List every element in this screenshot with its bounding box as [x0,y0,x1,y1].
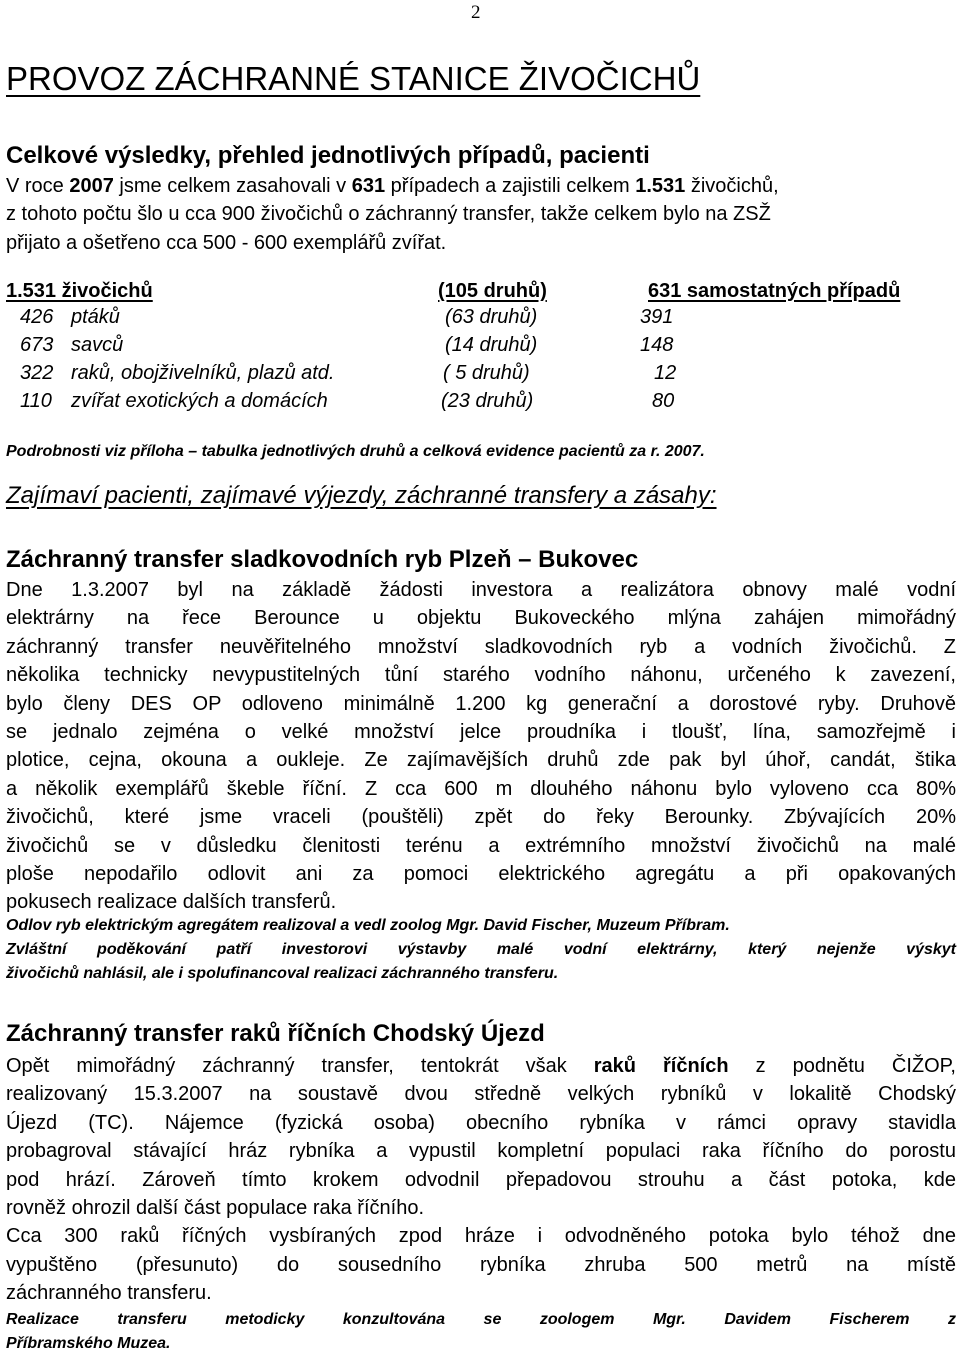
category-count: 322 [20,362,54,384]
section1-heading: Záchranný transfer sladkovodních ryb Plzeň – Bukovec [6,546,639,573]
section1-line: několika technicky nevypustitelných tůní starého vodního náhonu, určeného k zavezení, [6,664,956,687]
section1-note-2-line: Zvláštní poděkování patří investorovi výstavby malé vodní elektrárny, který nejenže výskyt [6,941,956,958]
category-count: 673 [20,334,54,356]
category-cases: 391 [640,306,674,328]
section1-line: ploše nepodařilo odlovit ani za pomoci elektrického agregátu a při opakovaných [6,863,956,886]
section1-line: plotice, cejna, okouna a oukleje. Ze zajímavějších druhů zde pak byl úhoř, candát, štika [6,749,956,772]
category-cases: 12 [654,362,677,384]
category-cases: 80 [652,390,675,412]
section1-note-2 [6,938,956,986]
category-count: 426 [20,306,54,328]
interesting-heading: Zajímaví pacienti, zajímavé výjezdy, záchranné transfery a zásahy: [6,482,717,509]
intro-line-2: z tohoto počtu šlo u cca 900 živočichů o záchranný transfer, takže celkem bylo na ZSŽ [6,203,771,226]
category-species: (14 druhů) [445,334,538,356]
section2-line: Cca 300 raků říčných vysbíraných zpod hráze i odvodněného potoka bylo téhož dne [6,1225,956,1248]
section1-line: pokusech realizace dalších transferů. [6,891,337,914]
results-heading: Celkové výsledky, přehled jednotlivých případů, pacienti [6,142,650,169]
section2-paragraph [6,1052,956,1308]
section1-line: a několik exemplářů škeble říční. Z cca 600 m dlouhého náhonu bylo vyloveno cca 80% [6,777,956,800]
section2-note-line: Realizace transferu metodicky konzultována se zoologem Mgr. Davidem Fischerem z [6,1311,956,1328]
section2-line: pod hrází. Zároveň tímto krokem odvodnil přepadovou strouhu a část potoka, kde [6,1168,956,1191]
category-cases: 148 [640,334,674,356]
category-name: savců [71,334,124,356]
category-name: ptáků [71,306,120,328]
section2-line: realizovaný 15.3.2007 na soustavě dvou středně velkých rybníků v lokalitě Chodský [6,1083,956,1106]
summary-cases: 631 samostatných případů [648,280,901,302]
section1-line: živočichů, které jsme vraceli (pouštěli) zpět do řeky Berounky. Zbývajících 20% [6,806,956,829]
intro-line-3: přijato a ošetřeno cca 500 - 600 exemplářů zvířat. [6,231,447,254]
intro-line-1: V roce 2007 jsme celkem zasahovali v 631 případech a zajistili celkem 1.531 živočichů, [6,175,779,197]
section1-note-2-line: živočichů nahlásil, ale i spolufinancoval realizaci záchranného transferu. [6,965,559,982]
section2-note-line: Příbramského Muzea. [6,1335,171,1352]
category-species: ( 5 druhů) [443,362,530,384]
section2-line: rovněž ohrozil další část populace raka říčního. [6,1197,424,1220]
section1-line: se jednalo zejména o velké množství jelce proudníka i tloušť, lína, samozřejmě i [6,721,956,744]
section2-note [6,1308,956,1356]
category-species: (63 druhů) [445,306,538,328]
section1-note-1: Odlov ryb elektrickým agregátem realizoval a vedl zoolog Mgr. David Fischer, Muzeum Příbram. [6,917,730,934]
category-name: zvířat exotických a domácích [71,390,328,412]
details-note: Podrobnosti viz příloha – tabulka jednotlivých druhů a celková evidence pacientů za r. 2007. [6,443,705,460]
summary-animals: 1.531 živočichů [6,280,153,302]
page-title: PROVOZ ZÁCHRANNÉ STANICE ŽIVOČICHŮ [6,60,701,97]
category-name: raků, obojživelníků, plazů atd. [71,362,335,384]
page-number: 2 [471,2,481,23]
section1-line: elektrárny na řece Berounce u objektu Bukoveckého mlýna zahájen mimořádný [6,607,956,630]
intro-paragraph [6,172,956,257]
section1-paragraph [6,576,956,917]
section2-line: Újezd (TC). Nájemce (fyzická osoba) obecního rybníka v rámci opravy stavidla [6,1111,956,1134]
category-count: 110 [20,390,52,412]
section2-heading: Záchranný transfer raků říčních Chodský Újezd [6,1020,545,1047]
section1-line: Dne 1.3.2007 byl na základě žádosti investora a realizátora obnovy malé vodní [6,579,956,601]
summary-species: (105 druhů) [438,280,547,302]
category-species: (23 druhů) [441,390,534,412]
section1-line: bylo členy DES OP odloveno minimálně 1.200 kg generační a dorostové ryby. Druhově [6,692,956,715]
section1-line: záchranný transfer neuvěřitelného množství sladkovodních ryb a vodních živočichů. Z [6,635,956,658]
section2-line: Opět mimořádný záchranný transfer, tentokrát však raků říčních z podnětu ČIŽOP, [6,1055,956,1077]
section2-line: probagroval stávající hráz rybníka a vypustil kompletní populaci raka říčního do porostu [6,1140,956,1163]
section1-line: živočichů se v důsledku členitosti terénu a extrémního množství živočichů na malé [6,834,956,857]
section2-line: záchranného transferu. [6,1282,212,1305]
section2-line: vypuštěno (přesunuto) do sousedního rybníka zhruba 500 metrů na místě [6,1253,956,1276]
